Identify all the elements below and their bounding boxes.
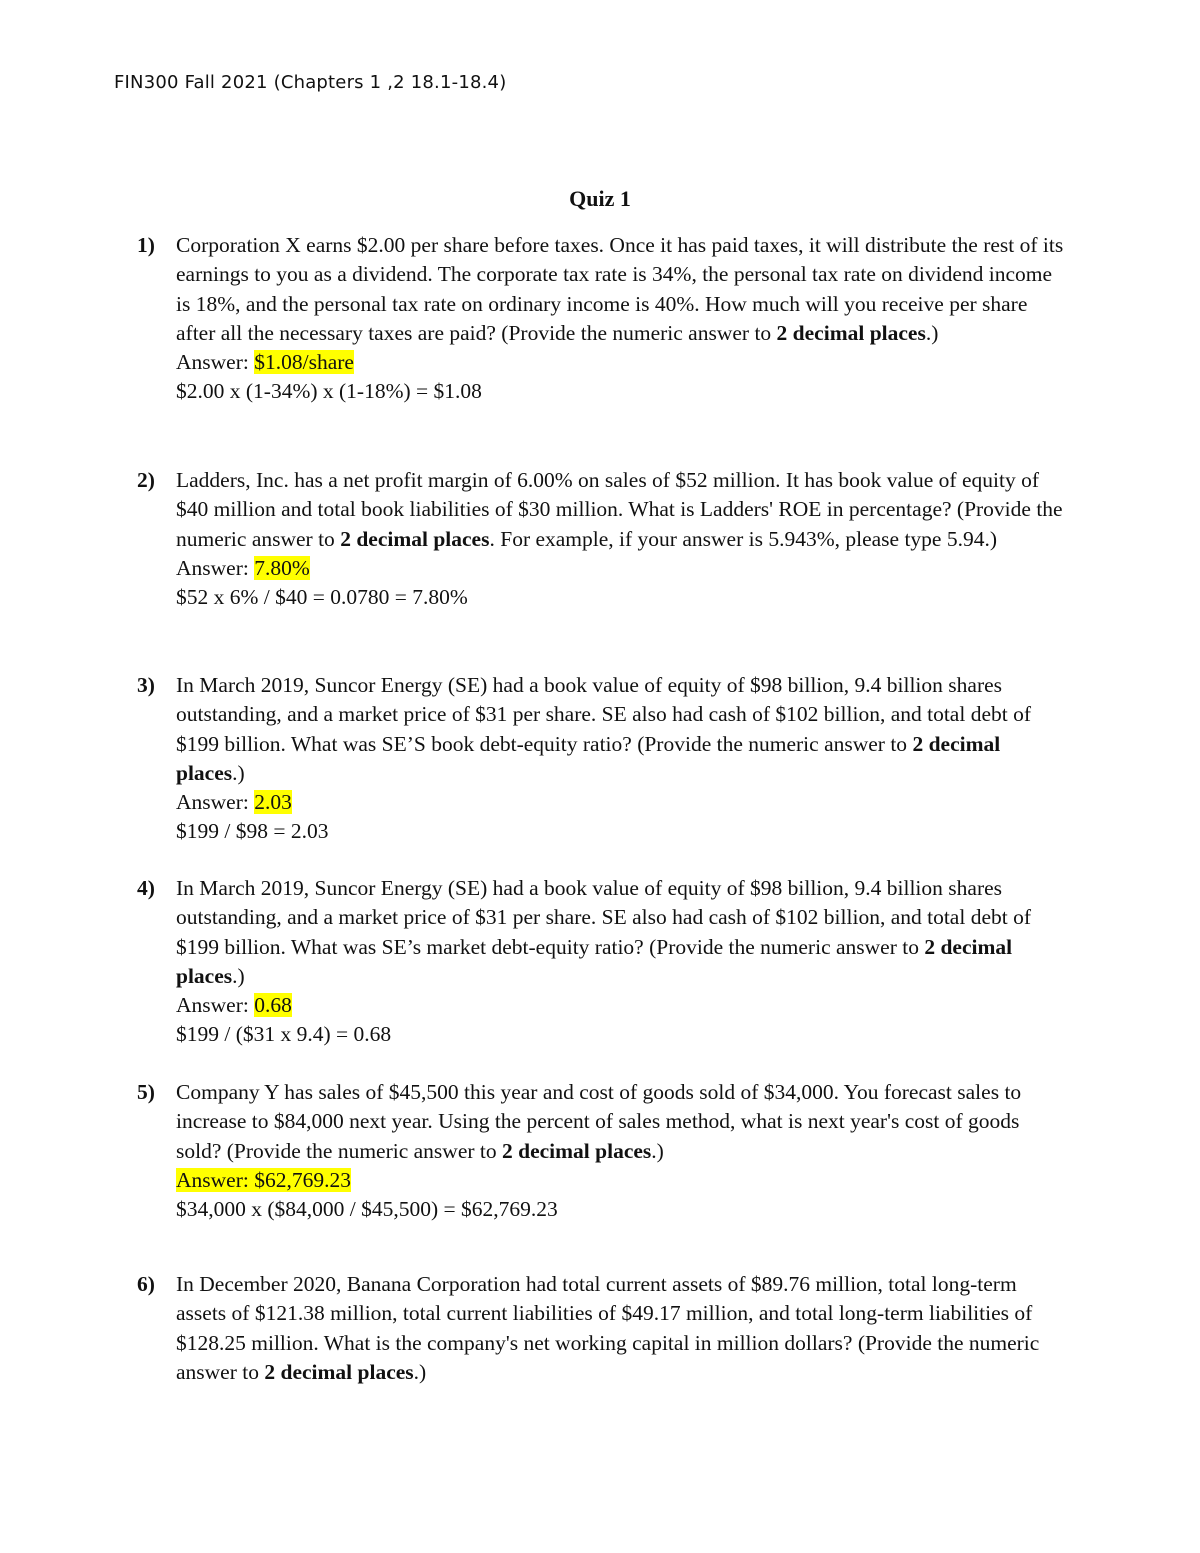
question-6: [137, 1270, 1067, 1387]
question-text: In March 2019, Suncor Energy (SE) had a book value of equity of $98 billion, 9.4 billion shares outstanding, and a market price of $31 per share. SE also had cash of $102 billion, and total debt of $199 billion. What was SE’S book debt-equity ratio? (Provide the numeric answer to 2 decimal places.): [176, 673, 1032, 785]
question-text: Company Y has sales of $45,500 this year and cost of goods sold of $34,000. You forecast sales to increase to $84,000 next year. Using the percent of sales method, what is next year's cost of goods sold? (Provide the numeric answer to 2 decimal places.): [176, 1080, 1022, 1163]
answer-line: [176, 1166, 1067, 1195]
answer-line: Answer: 7.80%: [176, 555, 310, 580]
question-2: [137, 466, 1067, 612]
question-3: [137, 671, 1067, 847]
question-number: 3): [137, 673, 155, 697]
work-line: $199 / $98 = 2.03: [176, 819, 329, 844]
question-5: [137, 1078, 1067, 1224]
answer-line: Answer: 0.68: [176, 993, 292, 1018]
question-number: 4): [137, 876, 155, 900]
question-number: 5): [137, 1080, 155, 1104]
question-number: 6): [137, 1272, 155, 1296]
quiz-title: Quiz 1: [569, 186, 631, 211]
question-number: 2): [137, 468, 155, 492]
question-4: [137, 874, 1067, 1050]
answer-highlight: 7.80%: [254, 555, 310, 580]
work-line: $34,000 x ($84,000 / $45,500) = $62,769.23: [176, 1197, 558, 1222]
work-line: $2.00 x (1-34%) x (1-18%) = $1.08: [176, 379, 482, 404]
question-text: Corporation X earns $2.00 per share before taxes. Once it has paid taxes, it will distribute the rest of its earnings to you as a dividend. The corporate tax rate is 34%, the personal tax rate on dividend income is 18%, and the personal tax rate on ordinary income is 40%. How much will you receive per share after all the necessary taxes are paid? (Provide the numeric answer to 2 decimal places.): [176, 233, 1064, 345]
question-text: In December 2020, Banana Corporation had total current assets of $89.76 million, total long-term assets of $121.38 million, total current liabilities of $49.17 million, and total long-term liabilities of $128.25 million. What is the company's net working capital in million dollars? (Provide the numeric answer to 2 decimal places.): [176, 1272, 1040, 1384]
work-line: $199 / ($31 x 9.4) = 0.68: [176, 1022, 392, 1047]
answer-line: Answer: $1.08/share: [176, 350, 354, 375]
answer-highlight: 2.03: [254, 790, 292, 815]
work-line: $52 x 6% / $40 = 0.0780 = 7.80%: [176, 585, 468, 610]
question-text: Ladders, Inc. has a net profit margin of 6.00% on sales of $52 million. It has book value of equity of $40 million and total book liabilities of $30 million. What is Ladders' ROE in percentage? (Provide the numeric answer to 2 decimal places. For example, if your answer is 5.943%, please type 5.94.): [176, 468, 1063, 551]
answer-highlight: Answer: $62,769.23: [176, 1167, 351, 1192]
question-1: [137, 231, 1067, 407]
answer-highlight: $1.08/share: [254, 350, 354, 375]
answer-line: Answer: 2.03: [176, 790, 292, 815]
answer-highlight: 0.68: [254, 993, 292, 1018]
document-header: FIN300 Fall 2021 (Chapters 1 ,2 18.1-18.4): [114, 72, 507, 93]
question-number: 1): [137, 233, 155, 257]
question-text: In March 2019, Suncor Energy (SE) had a book value of equity of $98 billion, 9.4 billion shares outstanding, and a market price of $31 per share. SE also had cash of $102 billion, and total debt of $199 billion. What was SE’s market debt-equity ratio? (Provide the numeric answer to 2 decimal places.): [176, 876, 1032, 988]
